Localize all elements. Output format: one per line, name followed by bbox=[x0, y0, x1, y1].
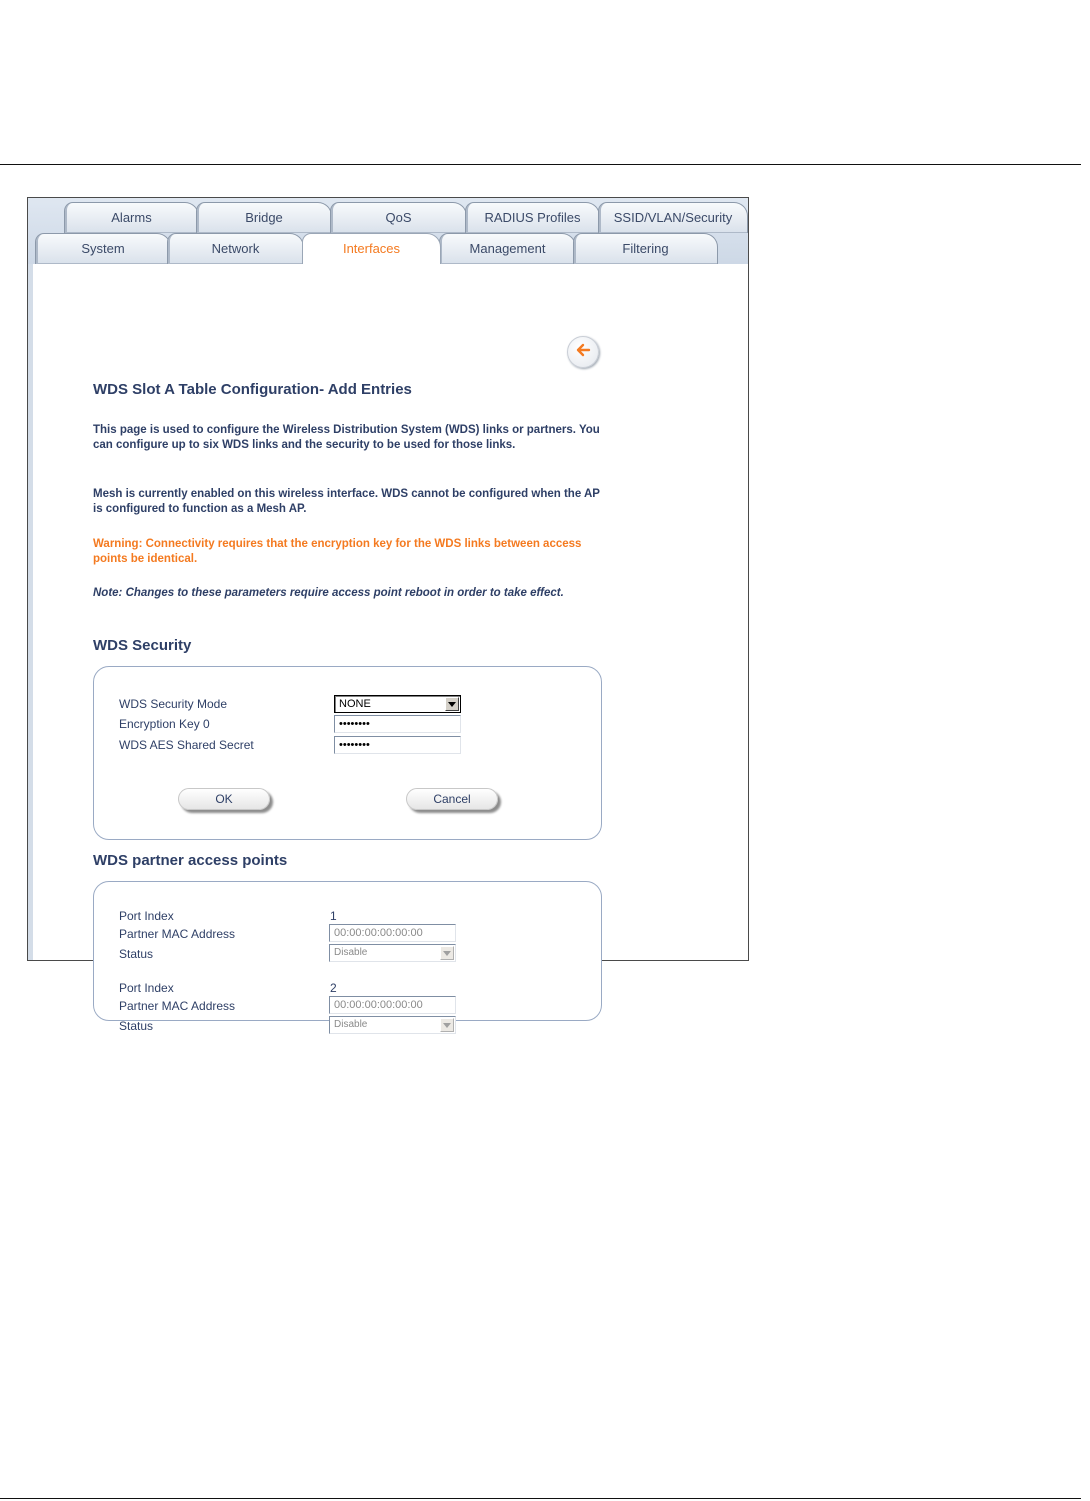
page-title: WDS Slot A Table Configuration- Add Entries bbox=[93, 381, 412, 398]
security-mode-value: NONE bbox=[339, 698, 371, 710]
dropdown-arrow-icon bbox=[440, 946, 454, 960]
ok-button[interactable]: OK bbox=[178, 788, 270, 810]
content-area bbox=[33, 264, 748, 1033]
tab-alarms[interactable]: Alarms bbox=[64, 202, 199, 233]
warning-text: Warning: Connectivity requires that the encryption key for the WDS links between access points be identical. bbox=[93, 538, 582, 565]
security-mode-select[interactable] bbox=[334, 695, 461, 713]
port-index-label: Port Index bbox=[119, 981, 174, 995]
partner-mac-field[interactable] bbox=[329, 996, 456, 1014]
aes-shared-secret-field[interactable] bbox=[334, 736, 461, 754]
status-label: Status bbox=[119, 1019, 154, 1033]
page-top-rule bbox=[0, 164, 1081, 165]
back-button[interactable] bbox=[567, 336, 599, 368]
security-mode-label: WDS Security Mode bbox=[119, 697, 228, 711]
port-index-value: 1 bbox=[330, 909, 337, 923]
status-select[interactable] bbox=[329, 944, 456, 962]
partner-mac-label: Partner MAC Address bbox=[119, 999, 236, 1013]
dropdown-arrow-icon bbox=[445, 697, 459, 711]
status-value: Disable bbox=[334, 1019, 368, 1030]
intro-text: This page is used to configure the Wireless Distribution System (WDS) links or partners. You can configure up to six WDS links and the security to be used for those links. bbox=[93, 424, 600, 451]
tab-system[interactable]: System bbox=[35, 233, 171, 264]
wds-partners-panel bbox=[93, 881, 602, 1033]
tab-ssid-vlan-security[interactable]: SSID/VLAN/Security bbox=[598, 202, 748, 233]
encryption-key-label: Encryption Key 0 bbox=[119, 717, 210, 731]
tab-filtering[interactable]: Filtering bbox=[573, 233, 718, 264]
dropdown-arrow-icon bbox=[440, 1018, 454, 1032]
port-index-value: 2 bbox=[330, 981, 337, 995]
port-index-label: Port Index bbox=[119, 909, 174, 923]
tab-radius-profiles[interactable]: RADIUS Profiles bbox=[465, 202, 600, 233]
tab-interfaces[interactable]: Interfaces bbox=[302, 233, 441, 266]
aes-shared-secret-label: WDS AES Shared Secret bbox=[119, 738, 254, 752]
cancel-button[interactable]: Cancel bbox=[406, 788, 498, 810]
status-select[interactable] bbox=[329, 1016, 456, 1034]
tab-strip bbox=[28, 198, 748, 264]
note-text: Note: Changes to these parameters require access point reboot in order to take effect. bbox=[93, 587, 564, 599]
wds-security-panel bbox=[93, 666, 602, 840]
status-value: Disable bbox=[334, 947, 368, 958]
partner-mac-field[interactable] bbox=[329, 924, 456, 942]
status-label: Status bbox=[119, 947, 154, 961]
encryption-key-field[interactable] bbox=[334, 715, 461, 733]
wds-security-heading: WDS Security bbox=[93, 637, 192, 654]
tab-management[interactable]: Management bbox=[439, 233, 576, 264]
screenshot-frame bbox=[27, 197, 749, 1033]
tab-network[interactable]: Network bbox=[167, 233, 304, 264]
wds-partners-heading: WDS partner access points bbox=[93, 852, 288, 869]
back-arrow-icon bbox=[574, 341, 592, 364]
tab-bridge[interactable]: Bridge bbox=[196, 202, 332, 233]
page-bottom-rule bbox=[0, 1498, 1081, 1499]
tab-qos[interactable]: QoS bbox=[330, 202, 467, 233]
partner-mac-label: Partner MAC Address bbox=[119, 927, 236, 941]
mesh-notice: Mesh is currently enabled on this wireless interface. WDS cannot be configured when the AP is configured to function as a Mesh AP. bbox=[93, 488, 600, 515]
